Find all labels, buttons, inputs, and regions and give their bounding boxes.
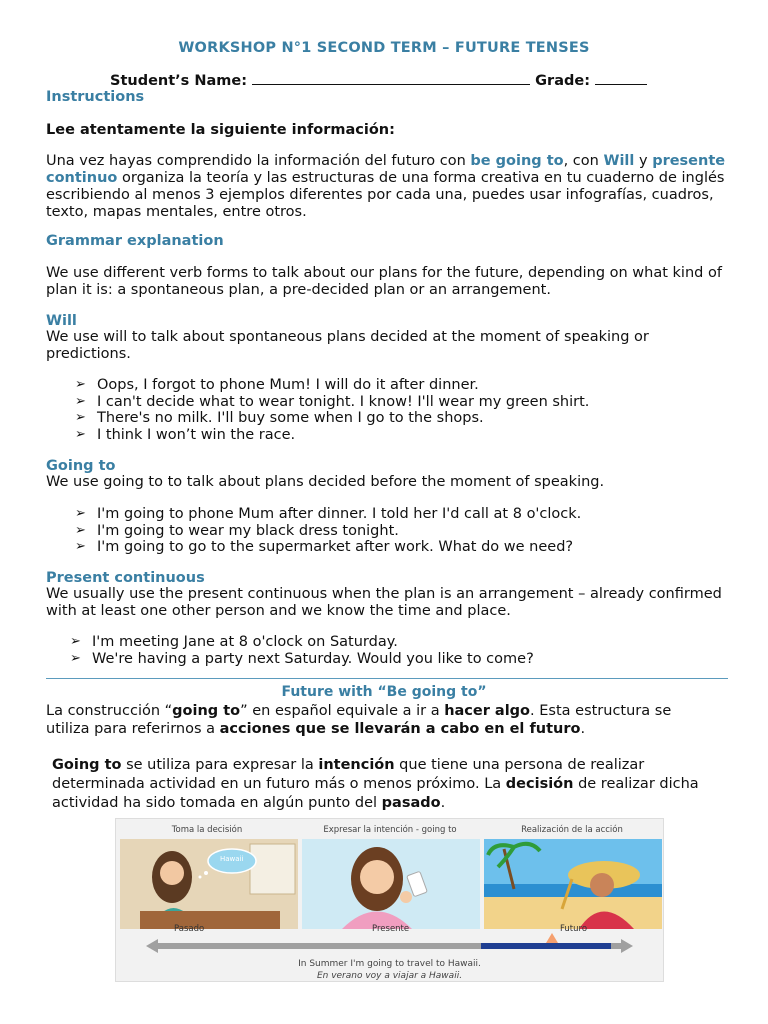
- keyword-be-going-to: be going to: [470, 153, 564, 169]
- list-item: [75, 410, 735, 427]
- example-text: I'm going to go to the supermarket after work. What do we need?: [97, 539, 574, 555]
- future-decision-text: [52, 756, 712, 813]
- instr-text-2: , con: [563, 153, 604, 169]
- woman-ticket-illustration: [302, 839, 480, 929]
- woman-thinking-illustration: [120, 839, 298, 929]
- present-continuous-text: We usually use the present continuous when the plan is an arrangement – already confirmed with at least one other person and we know the time and place.: [46, 586, 722, 619]
- student-name-field[interactable]: [252, 72, 530, 85]
- keyword-will: Will: [603, 153, 635, 169]
- fd-text-4: .: [440, 795, 446, 811]
- arrow-bullet-icon: ➢: [75, 506, 86, 521]
- going-to-timeline-figure: [115, 818, 664, 982]
- figure-example-english: In Summer I'm going to travel to Hawaii.: [298, 959, 481, 969]
- arrow-bullet-icon: ➢: [70, 634, 81, 649]
- grade-label: Grade:: [535, 73, 590, 89]
- section-divider: [46, 678, 728, 679]
- future-section-title: Future with “Be going to”: [281, 684, 487, 700]
- arrow-bullet-icon: ➢: [75, 426, 86, 442]
- grammar-heading: Grammar explanation: [46, 233, 224, 249]
- example-text: I can't decide what to wear tonight. I know! I'll wear my green shirt.: [97, 393, 590, 410]
- thought-bubble-label: Hawaii: [220, 855, 244, 863]
- panel-action: [484, 839, 662, 929]
- going-to-examples: [75, 506, 735, 556]
- beach-illustration: [484, 839, 662, 929]
- example-text: I'm going to wear my black dress tonight.: [97, 522, 399, 539]
- list-item: [75, 539, 735, 556]
- timeline-future-label: Futuro: [560, 924, 588, 934]
- instructions-lead: Lee atentamente la siguiente información:: [46, 122, 395, 138]
- list-item: [70, 634, 730, 651]
- fd-text-2: que tiene una persona de realizar determinada actividad en un futuro más o menos próximo. La: [52, 757, 645, 792]
- arrow-bullet-icon: ➢: [75, 522, 86, 538]
- fd-intencion: intención: [318, 757, 395, 773]
- fc-hacer-algo: hacer algo: [444, 703, 531, 719]
- going-to-heading: Going to: [46, 458, 116, 474]
- will-text: We use will to talk about spontaneous plans decided at the moment of speaking or predictions.: [46, 329, 649, 362]
- instr-text-4: organiza la teoría y las estructuras de una forma creativa en tu cuaderno de inglés escribiendo al menos 3 ejemplos diferentes por cada una, puedes usar infografías, cuadros, texto, mapas mentales, entre otros.: [46, 170, 725, 220]
- list-item: [75, 506, 735, 523]
- example-text: I'm meeting Jane at 8 o'clock on Saturday.: [92, 634, 398, 650]
- list-item: [75, 394, 735, 411]
- student-name-label: Student’s Name:: [110, 73, 248, 89]
- going-to-text: We use going to to talk about plans decided before the moment of speaking.: [46, 474, 605, 490]
- instr-text-1: Una vez hayas comprendido la información del futuro con: [46, 153, 471, 169]
- list-item: [75, 523, 735, 540]
- instructions-text: [46, 153, 736, 221]
- fc-text-2: ” en español equivale a ir a: [240, 703, 445, 719]
- grammar-text: We use different verb forms to talk about our plans for the future, depending on what kind of plan it is: a spontaneous plan, a pre-decided plan or an arrangement.: [46, 265, 722, 298]
- arrow-bullet-icon: ➢: [75, 539, 86, 554]
- arrow-bullet-icon: ➢: [75, 410, 86, 425]
- instr-text-3: y: [634, 153, 653, 169]
- list-item: [70, 651, 730, 668]
- caption-action: Realización de la acción: [521, 825, 623, 835]
- fc-acciones: acciones que se llevarán a cabo en el futuro: [219, 721, 581, 737]
- example-text: We're having a party next Saturday. Would you like to come?: [92, 650, 534, 667]
- student-name-row: [110, 72, 647, 89]
- example-text: I think I won’t win the race.: [97, 426, 296, 443]
- page-title: WORKSHOP N°1 SECOND TERM – FUTURE TENSES: [178, 40, 590, 56]
- will-examples: [75, 377, 735, 443]
- timeline-present-label: Presente: [372, 924, 410, 934]
- future-construction-text: [46, 702, 696, 738]
- caption-intention: Expresar la intención - going to: [323, 825, 457, 835]
- timeline-past-label: Pasado: [174, 924, 205, 934]
- panel-decision: [120, 839, 298, 929]
- figure-example-spanish: En verano voy a viajar a Hawaii.: [316, 971, 463, 981]
- present-continuous-heading: Present continuous: [46, 570, 205, 586]
- panel-intention: [302, 839, 480, 929]
- list-item: [75, 377, 735, 394]
- keyword-present-continuous: presente continuo: [46, 153, 726, 186]
- arrow-bullet-icon: ➢: [75, 393, 86, 409]
- will-heading: Will: [46, 313, 77, 329]
- fc-text-3: . Esta estructura se utiliza para referirnos a: [46, 703, 672, 737]
- example-text: There's no milk. I'll buy some when I go to the shops.: [97, 410, 484, 426]
- present-continuous-examples: [70, 634, 730, 667]
- instructions-heading: Instructions: [46, 89, 145, 105]
- example-text: Oops, I forgot to phone Mum! I will do it after dinner.: [97, 377, 479, 393]
- fd-text-1: se utiliza para expresar la: [121, 757, 319, 773]
- fc-text-1: La construcción “: [46, 703, 173, 719]
- list-item: [75, 427, 735, 444]
- caption-decision: Toma la decisión: [171, 825, 243, 835]
- fc-text-4: .: [580, 721, 586, 737]
- fc-going-to: going to: [172, 703, 241, 719]
- arrow-bullet-icon: ➢: [70, 650, 81, 666]
- fd-text-3: de realizar dicha actividad ha sido tomada en algún punto del: [52, 776, 699, 811]
- fd-decision: decisión: [505, 776, 574, 792]
- grade-field[interactable]: [595, 72, 647, 85]
- example-text: I'm going to phone Mum after dinner. I told her I'd call at 8 o'clock.: [97, 506, 582, 522]
- fd-pasado: pasado: [381, 795, 441, 811]
- fd-going-to: Going to: [52, 757, 122, 773]
- arrow-bullet-icon: ➢: [75, 377, 86, 392]
